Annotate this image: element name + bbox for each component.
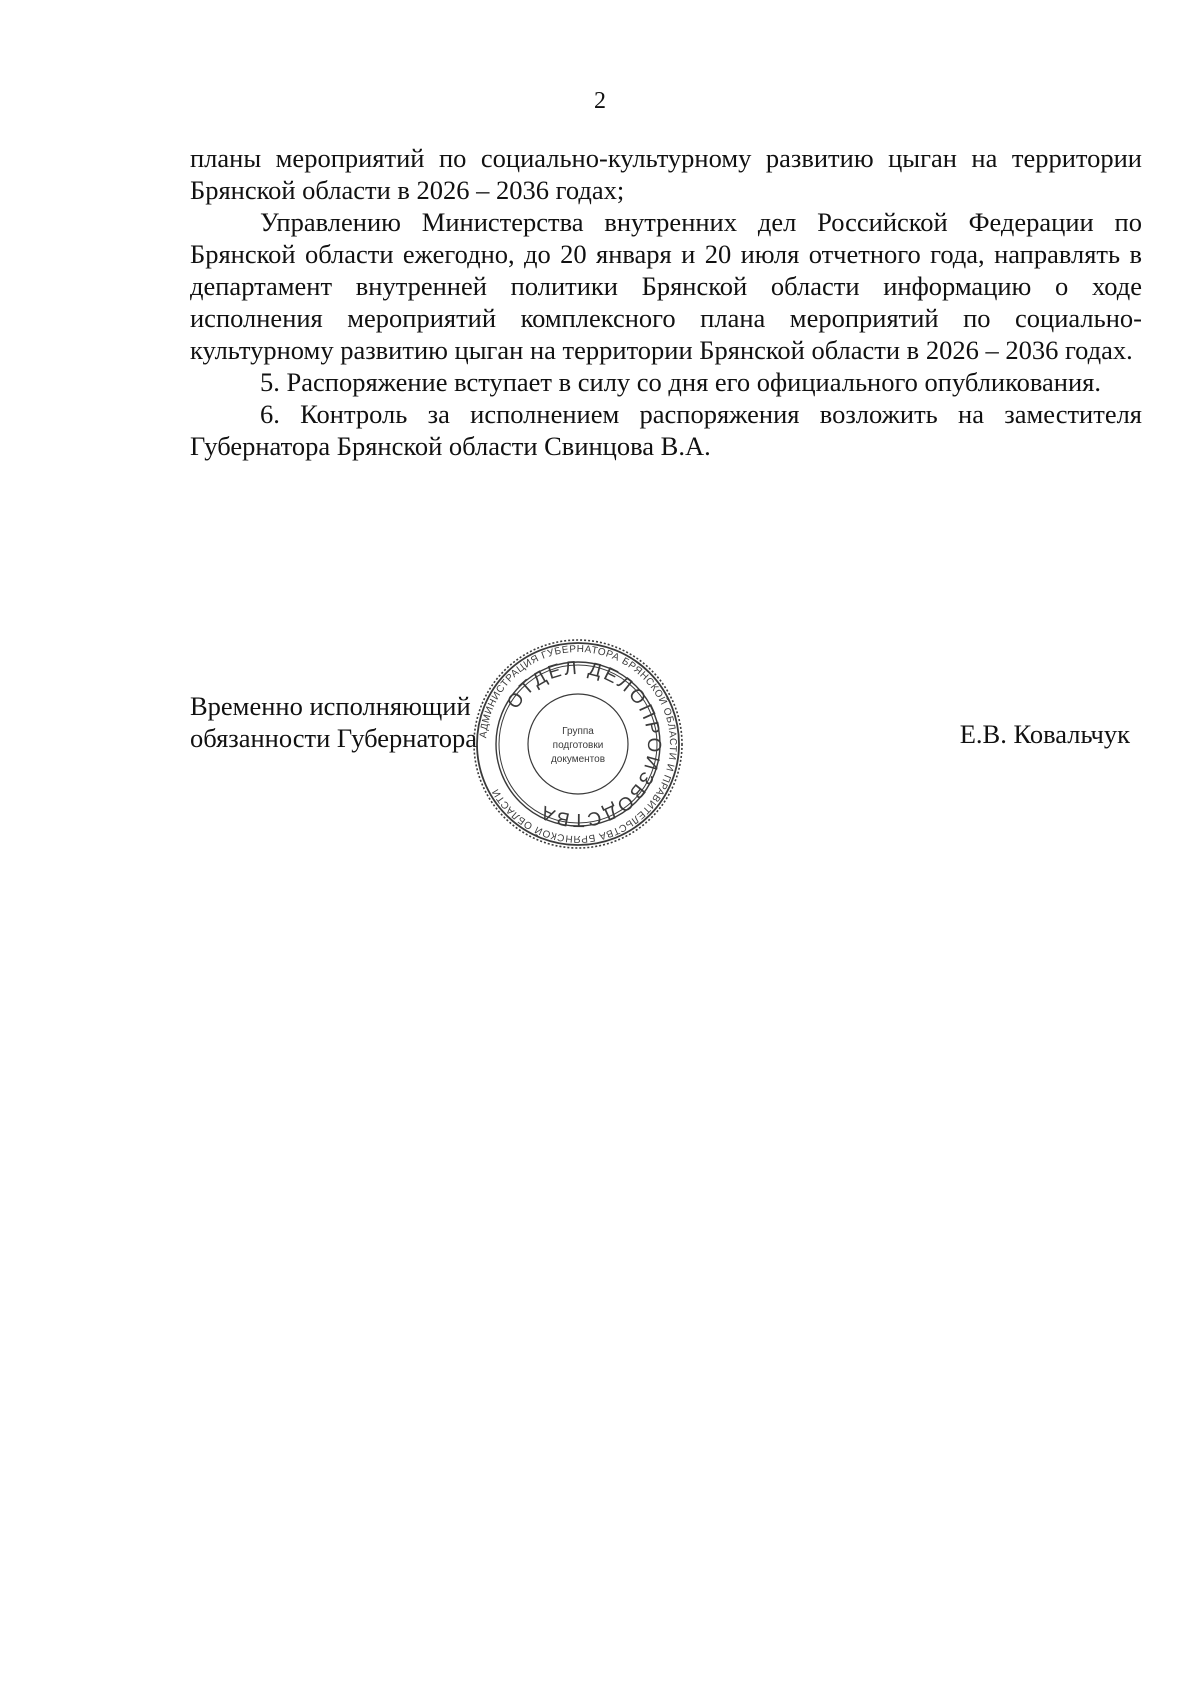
paragraph-control: 6. Контроль за исполнением распоряжения возложить на заместителя Губернатора Брянской области Свинцова В.А.	[190, 399, 1142, 461]
seal-graphic	[470, 636, 686, 852]
signature-position-line2: обязанности Губернатора	[190, 723, 478, 753]
paragraph-plans-continuation: планы мероприятий по социально-культурному развитию цыган на территории Брянской области в 2026 – 2036 годах;	[190, 143, 1142, 205]
signer-name: Е.В. Ковальчук	[959, 719, 1130, 749]
signature-position-line1: Временно исполняющий	[190, 691, 471, 721]
seal-center-line3: документов	[550, 754, 606, 765]
document-body	[190, 142, 1142, 462]
paragraph-effective-date: 5. Распоряжение вступает в силу со дня его официального опубликования.	[260, 367, 1101, 397]
seal-center-line1: Группа	[562, 726, 594, 737]
seal-outer-text: АДМИНИСТРАЦИЯ ГУБЕРНАТОРА БРЯНСКОЙ ОБЛАСТИ И ПРАВИТЕЛЬСТВА БРЯНСКОЙ ОБЛАСТИ	[478, 643, 679, 845]
signature-position	[190, 690, 477, 754]
seal-center-line2: подготовки	[552, 740, 604, 751]
paragraph-mvd-reporting: Управлению Министерства внутренних дел Российской Федерации по Брянской области ежегодно, до 20 января и 20 июля отчетного года, направлять в департамент внутренней политики Брянской области информацию о ходе исполнения мероприятий комплексного плана мероприятий по социально-культурному развитию цыган на территории Брянской области в 2026 – 2036 годах.	[190, 207, 1142, 365]
page-number: 2	[594, 88, 606, 114]
seal-ring-text: ОТДЕЛ ДЕЛОПРОИЗВОДСТВА	[503, 657, 665, 831]
official-seal-stamp	[470, 636, 686, 852]
